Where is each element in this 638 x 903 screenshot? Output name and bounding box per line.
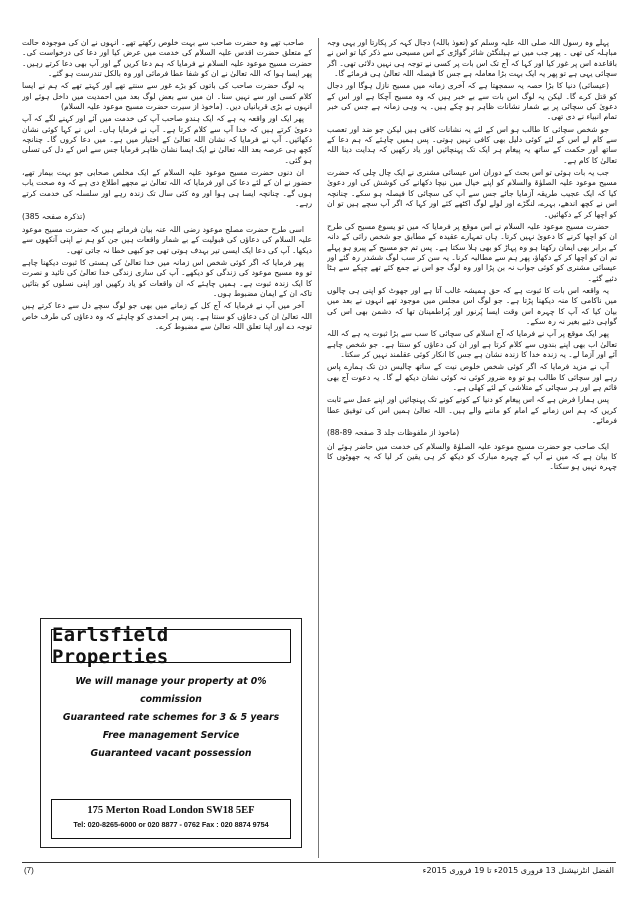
ad-service-line: Free management Service xyxy=(102,730,240,741)
ad-service-line: We will manage your property at 0% commission xyxy=(75,676,267,705)
right-article-column xyxy=(327,38,617,858)
issue-date-line: الفضل انٹرنیشنل 13 فروری 2015ء تا 19 فروری 2015ء xyxy=(422,866,614,875)
article-paragraph: پھر ایک اور واقعہ یہ ہے کہ ایک ہندو صاحب آپ کی خدمت میں آئے اور کہنے لگے کہ آپ دعویٰ کرتے ہیں کہ خدا آپ سے کلام کرتا ہے۔ آپ نے فرمایا ہاں۔ اس نے کہا کوئی نشان دکھائیں۔ آپ نے فرمایا کہ نشان اللہ تعالیٰ کے اختیار میں ہے۔ میں دعا کروں گا۔ چنانچہ کچھ ہی عرصہ بعد اللہ تعالیٰ نے ایک ایسا نشان ظاہر فرمایا جس سے اس کے دل کی تسلی ہو گئی۔ xyxy=(22,114,312,165)
article-paragraph: اسی طرح حضرت مصلح موعود رضی اللہ عنہ بیان فرماتے ہیں کہ حضرت مسیح موعود علیہ السلام کی دعاؤں کی قبولیت کے بے شمار واقعات ہیں جن کو ہم نے اپنی آنکھوں سے دیکھا۔ آپ کی دعا ایک ایسی تیر بہدف ہوتی تھی جو کبھی خطا نہ جاتی تھی۔ xyxy=(22,224,312,255)
article-paragraph: آخر میں آپ نے فرمایا کہ آج کل کے زمانے میں بھی جو لوگ سچے دل سے دعا کرتے ہیں اللہ تعالیٰ ان کی دعاؤں کو سنتا ہے۔ پس ہر احمدی کو چاہئے کہ وہ دعاؤں کی طرف خاص توجہ دے اور اپنا تعلق اللہ تعالیٰ سے مضبوط کرے۔ xyxy=(22,301,312,331)
footer-rule xyxy=(22,862,616,863)
article-paragraph: پہلے وہ رسول اللہ صلی اللہ علیہ وسلم کو (نعوذ باللہ) دجال کہہ کر پکارتا اور یہی وجہ مباہلہ کی تھی ۔ پھر جب میں نے ہیلنگٹن شائر گواڑی کے اس مسیحی سے ذکر کیا تو اس نے باقاعدہ اس پر غور کیا اور کہا کہ آج تک اس بات پر کسی نے توجہ ہی نہیں دلائی تھی۔ اگر سچائی یہی ہے تو پھر یہ ایک بہت بڑا معاملہ ہے جس کا فیصلہ اللہ تعالیٰ ہی فرمائے گا۔ xyxy=(327,38,617,79)
article-paragraph: پس ہمارا فرض ہے کہ اس پیغام کو دنیا کے کونے کونے تک پہنچائیں اور اپنے عمل سے ثابت کریں کہ ہم اس زمانے کے امام کو ماننے والے ہیں۔ اللہ تعالیٰ ہمیں اس کی توفیق عطا فرمائے۔ xyxy=(327,395,617,426)
article-paragraph: حضرت مسیح موعود علیہ السلام نے اس موقع پر فرمایا کہ میں تو یسوع مسیح کی طرح ان کو اچھا کرنے کا دعویٰ نہیں کرتا۔ ہاں تمہارے عقیدہ کے مطابق جو شخص رائی کے دانہ کے برابر بھی ایمان رکھتا ہو وہ پہاڑ کو بھی ہلا سکتا ہے۔ پس تم جو مسیح کے پیرو ہو پہلے تم ان کو اچھا کر کے دکھاؤ، پھر ہم سے مطالبہ کرنا۔ یہ سن کر سب لوگ ششدر رہ گئے اور عیسائی مشنری کو کوئی جواب نہ بن پڑا اور وہ لوگ جو اس نے جمع کئے تھے چپکے سے ہٹا دئیے گئے۔ xyxy=(327,221,617,283)
ad-service-line: Guaranteed rate schemes for 3 & 5 years xyxy=(62,712,280,723)
ad-title: Earlsfield Properties xyxy=(51,629,291,663)
page-number: (7) xyxy=(24,866,34,875)
ad-phone: Tel: 020-8265-6000 or 020 8877 - 0762 Fax : 020 8874 9754 xyxy=(73,820,269,829)
article-paragraph: یہ لوگ حضرت صاحب کی باتوں کو بڑے غور سے سنتے تھے اور کہتے تھے کہ ہم نے ایسا کلام کسی اور سے نہیں سنا۔ ان میں سے بعض لوگ بعد میں احمدیت میں داخل ہوئے اور انہوں نے بڑی قربانیاں دیں۔ (ماخوذ از سیرت حضرت مسیح موعود علیہ السلام) xyxy=(22,81,312,112)
ad-service-list xyxy=(49,673,293,763)
article-paragraph: جو شخص سچائی کا طالب ہو اس کے لئے یہ نشانات کافی ہیں لیکن جو ضد اور تعصب سے کام لے اس کے لئے کوئی دلیل بھی کافی نہیں ہوتی۔ پس ہمیں چاہئے کہ ہم دعا کے ساتھ اور حکمت کے ساتھ یہ پیغام ہر ایک تک پہنچائیں اور یاد رکھیں کہ ہدایت دینا اللہ تعالیٰ کا کام ہے۔ xyxy=(327,124,617,165)
article-paragraph: ایک صاحب جو حضرت مسیح موعود علیہ الصلوٰۃ والسلام کی خدمت میں حاضر ہوئے ان کا بیان ہے کہ میں نے آپ کے چہرہ مبارک کو دیکھ کر ہی یقین کر لیا کہ یہ جھوٹوں کا چہرہ نہیں ہو سکتا۔ xyxy=(327,441,617,472)
property-advertisement xyxy=(40,618,302,848)
ad-service-line: Guaranteed vacant possession xyxy=(90,748,252,759)
article-paragraph: صاحب تھے وہ حضرت صاحب سے بہت خلوص رکھتے تھے۔ انہوں نے ان کی موجودہ حالت کے متعلق حضرت اقدس علیہ السلام کی خدمت میں عرض کیا اور دعا کی درخواست کی۔ حضرت مسیح موعود علیہ السلام نے فرمایا کہ ہم دعا کریں گے اور آپ بھی دعا کرتے رہیں۔ پھر ایسا ہوا کہ اللہ تعالیٰ نے ان کو شفا عطا فرمائی اور وہ بالکل تندرست ہو گئے۔ xyxy=(22,38,312,79)
ad-contact-box xyxy=(51,799,291,839)
article-paragraph: پھر ایک موقع پر آپ نے فرمایا کہ آج اسلام کی سچائی کا سب سے بڑا ثبوت یہ ہے کہ اللہ تعالیٰ اب بھی اپنے بندوں سے کلام کرتا ہے اور ان کی دعاؤں کو سنتا ہے۔ جو شخص چاہے آئے اور آزما لے۔ یہ زندہ خدا کا زندہ نشان ہے جس کا انکار کوئی عقلمند نہیں کر سکتا۔ xyxy=(327,329,617,359)
article-paragraph: آپ نے مزید فرمایا کہ اگر کوئی شخص خلوص نیت کے ساتھ چالیس دن تک ہمارے پاس رہے اور سچائی کا طالب ہو تو وہ ضرور کوئی نہ کوئی نشان دیکھ لے گا۔ یہ دعوت آج بھی قائم ہے اور ہر سچائی کے متلاشی کے لئے کھلی ہے۔ xyxy=(327,362,617,392)
article-citation: (تذکرہ صفحہ 385) xyxy=(22,211,86,221)
article-paragraph: یہ واقعہ اس بات کا ثبوت ہے کہ حق ہمیشہ غالب آتا ہے اور جھوٹ کو اپنی ہی چالوں میں ناکامی کا منہ دیکھنا پڑتا ہے۔ جو لوگ اس مجلس میں موجود تھے انہوں نے بعد میں بیان کیا کہ آپ کا چہرہ اس وقت ایسا پُرنور اور پُراطمینان تھا کہ دشمن بھی اس کی گواہی دئیے بغیر نہ رہ سکے۔ xyxy=(327,285,617,326)
article-paragraph: (عیسائی) دنیا کا بڑا حصہ یہ سمجھتا ہے کہ آخری زمانہ میں مسیح نازل ہوگا اور دجال کو قتل کرے گا۔ لیکن یہ لوگ اس بات سے بے خبر ہیں کہ وہ مسیح آچکا ہے اور اس کے دعویٰ کی سچائی پر بے شمار نشانات ظاہر ہو چکے ہیں۔ یہ وہی زمانہ ہے جس کی خبر تمام انبیاء نے دی تھی۔ xyxy=(327,81,617,122)
ad-address: 175 Merton Road London SW18 5EF xyxy=(87,805,255,816)
article-paragraph: جب یہ بات ہوئی تو اس بحث کے دوران اس عیسائی مشنری نے ایک چال چلی کہ حضرت مسیح موعود علیہ الصلوٰۃ والسلام کو اپنے خیال میں نیچا دکھانے کی کوشش کی اور دعویٰ کیا کہ ایک عجیب طریقہ آزمایا جائے جس سے آپ کی سچائی کا فیصلہ ہو سکے۔ چنانچہ اس نے کچھ اندھے، بہرے، لنگڑے اور لولے لوگ اکٹھے کئے اور کہا کہ اگر آپ سچے ہیں تو ان کو اچھا کر کے دکھائیں۔ xyxy=(327,168,617,219)
article-paragraph: ان دنوں حضرت مسیح موعود علیہ السلام کے ایک مخلص صحابی جو بہت بیمار تھے، حضور نے ان کے لئے دعا کی اور فرمایا کہ اللہ تعالیٰ نے مجھے اطلاع دی ہے کہ وہ صحت یاب ہوں گے۔ چنانچہ ایسا ہی ہوا اور وہ کئی سال تک زندہ رہے اور سلسلہ کی خدمت کرتے رہے۔ xyxy=(22,168,312,209)
column-divider xyxy=(318,38,319,858)
article-paragraph: پھر فرمایا کہ اگر کوئی شخص اس زمانہ میں خدا تعالیٰ کی ہستی کا ثبوت دیکھنا چاہے تو وہ مسیح موعود کی زندگی کو دیکھے۔ آپ کی ساری زندگی خدا تعالیٰ کی تائید و نصرت کا ایک زندہ ثبوت ہے۔ ہمیں چاہئے کہ ان واقعات کو یاد رکھیں اور اپنی نسلوں کو بتائیں تاکہ ان کے ایمان مضبوط ہوں۔ xyxy=(22,257,312,298)
left-article-column xyxy=(22,38,312,613)
article-citation: (ماخوذ از ملفوظات جلد 3 صفحہ 89-88) xyxy=(327,428,460,438)
